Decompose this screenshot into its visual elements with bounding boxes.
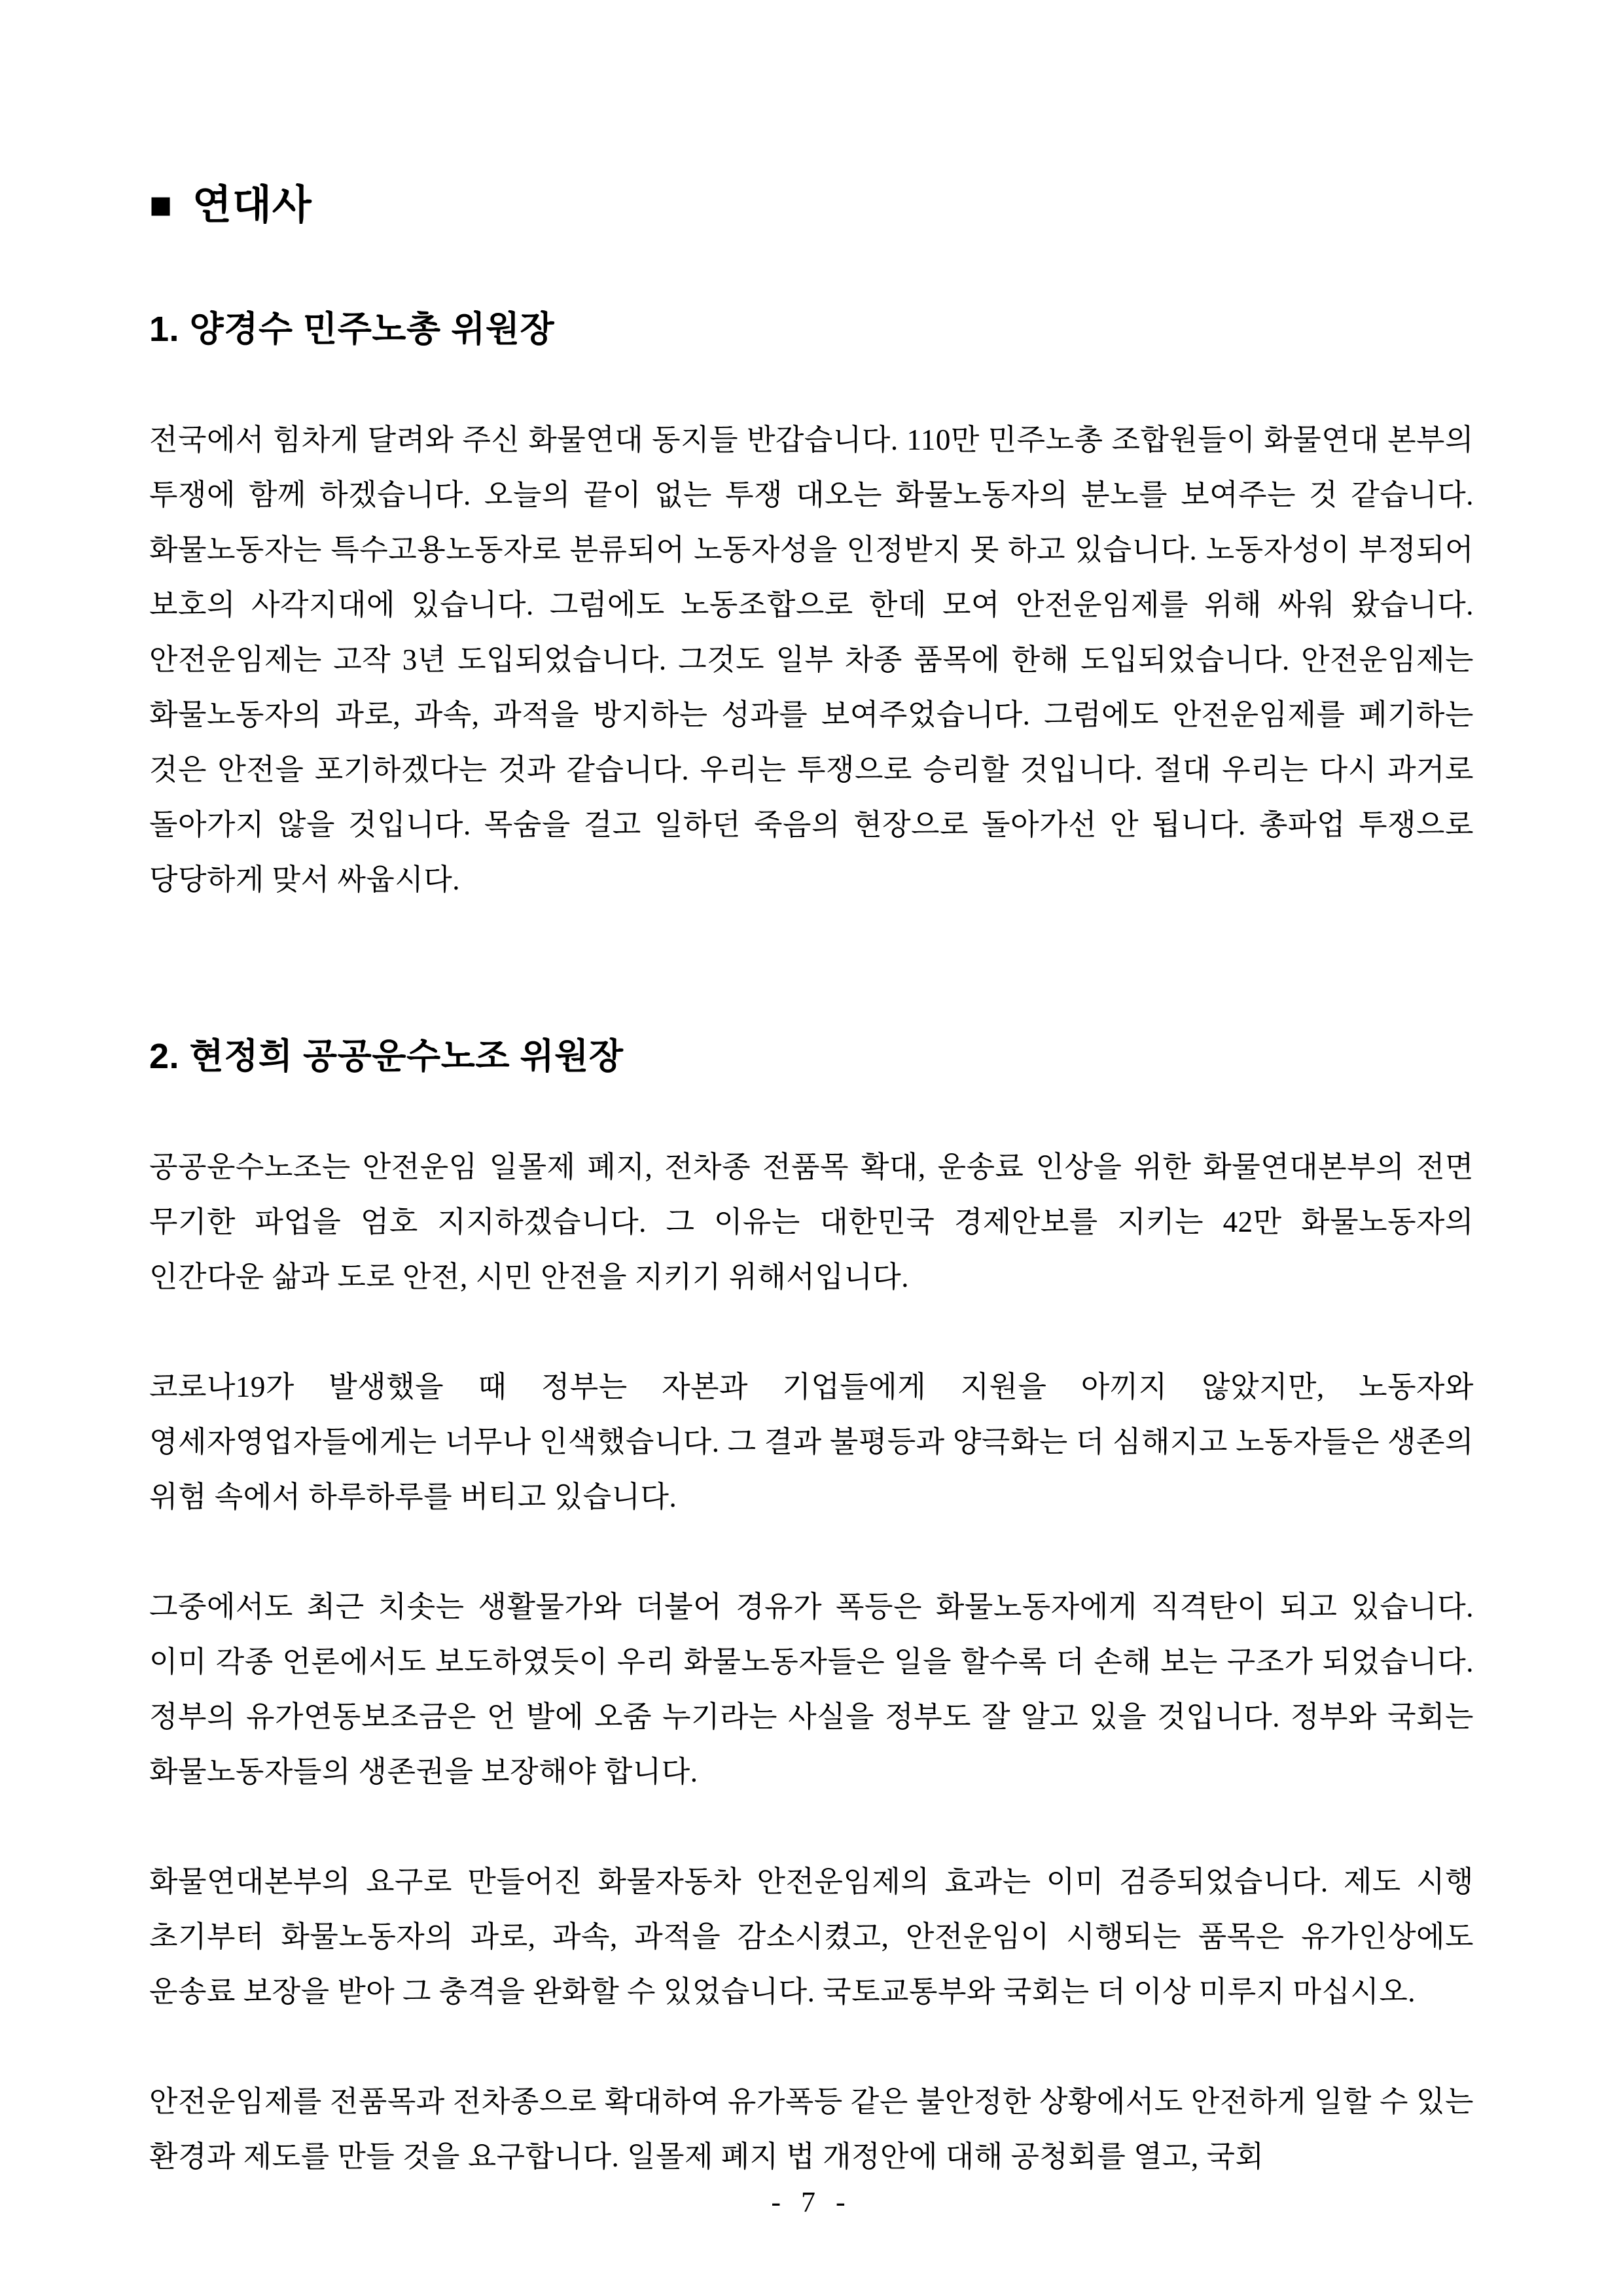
section-2-paragraph-3: 그중에서도 최근 치솟는 생활물가와 더불어 경유가 폭등은 화물노동자에게 직격탄이 되고 있습니다. 이미 각종 언론에서도 보도하였듯이 우리 화물노동자들은 일을 할수록 더 손해 보는 구조가 되었습니다. 정부의 유가연동보조금은 언 발에 오줌 누기라는 사실을 정부도 잘 알고 있을 것입니다. 정부와 국회는 화물노동자들의 생존권을 보장해야 합니다. — [149, 1590, 1474, 1788]
section-2-paragraph-1: 공공운수노조는 안전운임 일몰제 폐지, 전차종 전품목 확대, 운송료 인상을 위한 화물연대본부의 전면 무기한 파업을 엄호 지지하겠습니다. 그 이유는 대한민국 경제안보를 지키는 42만 화물노동자의 인간다운 삶과 도로 안전, 시민 안전을 지키기 위해서입니다. — [149, 1150, 1474, 1293]
page-number: - 7 - — [771, 2186, 852, 2218]
section-1-heading: 1. 양경수 민주노총 위원장 — [149, 310, 555, 350]
page-footer — [0, 2185, 1623, 2219]
document-title — [149, 182, 1474, 228]
document-title-text: 연대사 — [192, 183, 312, 228]
section-2-paragraph-4: 화물연대본부의 요구로 만들어진 화물자동차 안전운임제의 효과는 이미 검증되었습니다. 제도 시행 초기부터 화물노동자의 과로, 과속, 과적을 감소시켰고, 안전운임이 시행되는 품목은 유가인상에도 운송료 보장을 받아 그 충격을 완화할 수 있었습니다. 국토교통부와 국회는 더 이상 미루지 마십시오. — [149, 1865, 1474, 2008]
section-solidarity-speech-1 — [149, 308, 1474, 907]
section-solidarity-speech-2 — [149, 1035, 1474, 2184]
section-2-heading: 2. 현정희 공공운수노조 위원장 — [149, 1037, 624, 1077]
section-2-paragraph-2: 코로나19가 발생했을 때 정부는 자본과 기업들에게 지원을 아끼지 않았지만, 노동자와 영세자영업자들에게는 너무나 인색했습니다. 그 결과 불평등과 양극화는 더 심해지고 노동자들은 생존의 위험 속에서 하루하루를 버티고 있습니다. — [149, 1370, 1474, 1513]
section-2-paragraph-5: 안전운임제를 전품목과 전차종으로 확대하여 유가폭등 같은 불안정한 상황에서도 안전하게 일할 수 있는 환경과 제도를 만들 것을 요구합니다. 일몰제 폐지 법 개정안에 대해 공청회를 열고, 국회 — [149, 2085, 1474, 2173]
black-square-bullet-icon: ■ — [149, 183, 173, 226]
section-1-paragraph: 전국에서 힘차게 달려와 주신 화물연대 동지들 반갑습니다. 110만 민주노총 조합원들이 화물연대 본부의 투쟁에 함께 하겠습니다. 오늘의 끝이 없는 투쟁 대오는 화물노동자의 분노를 보여주는 것 같습니다. 화물노동자는 특수고용노동자로 분류되어 노동자성을 인정받지 못 하고 있습니다. 노동자성이 부정되어 보호의 사각지대에 있습니다. 그럼에도 노동조합으로 한데 모여 안전운임제를 위해 싸워 왔습니다. 안전운임제는 고작 3년 도입되었습니다. 그것도 일부 차종 품목에 한해 도입되었습니다. 안전운임제는 화물노동자의 과로, 과속, 과적을 방지하는 성과를 보여주었습니다. 그럼에도 안전운임제를 폐기하는 것은 안전을 포기하겠다는 것과 같습니다. 우리는 투쟁으로 승리할 것입니다. 절대 우리는 다시 과거로 돌아가지 않을 것입니다. 목숨을 걸고 일하던 죽음의 현장으로 돌아가선 안 됩니다. 총파업 투쟁으로 당당하게 맞서 싸웁시다. — [149, 423, 1474, 897]
